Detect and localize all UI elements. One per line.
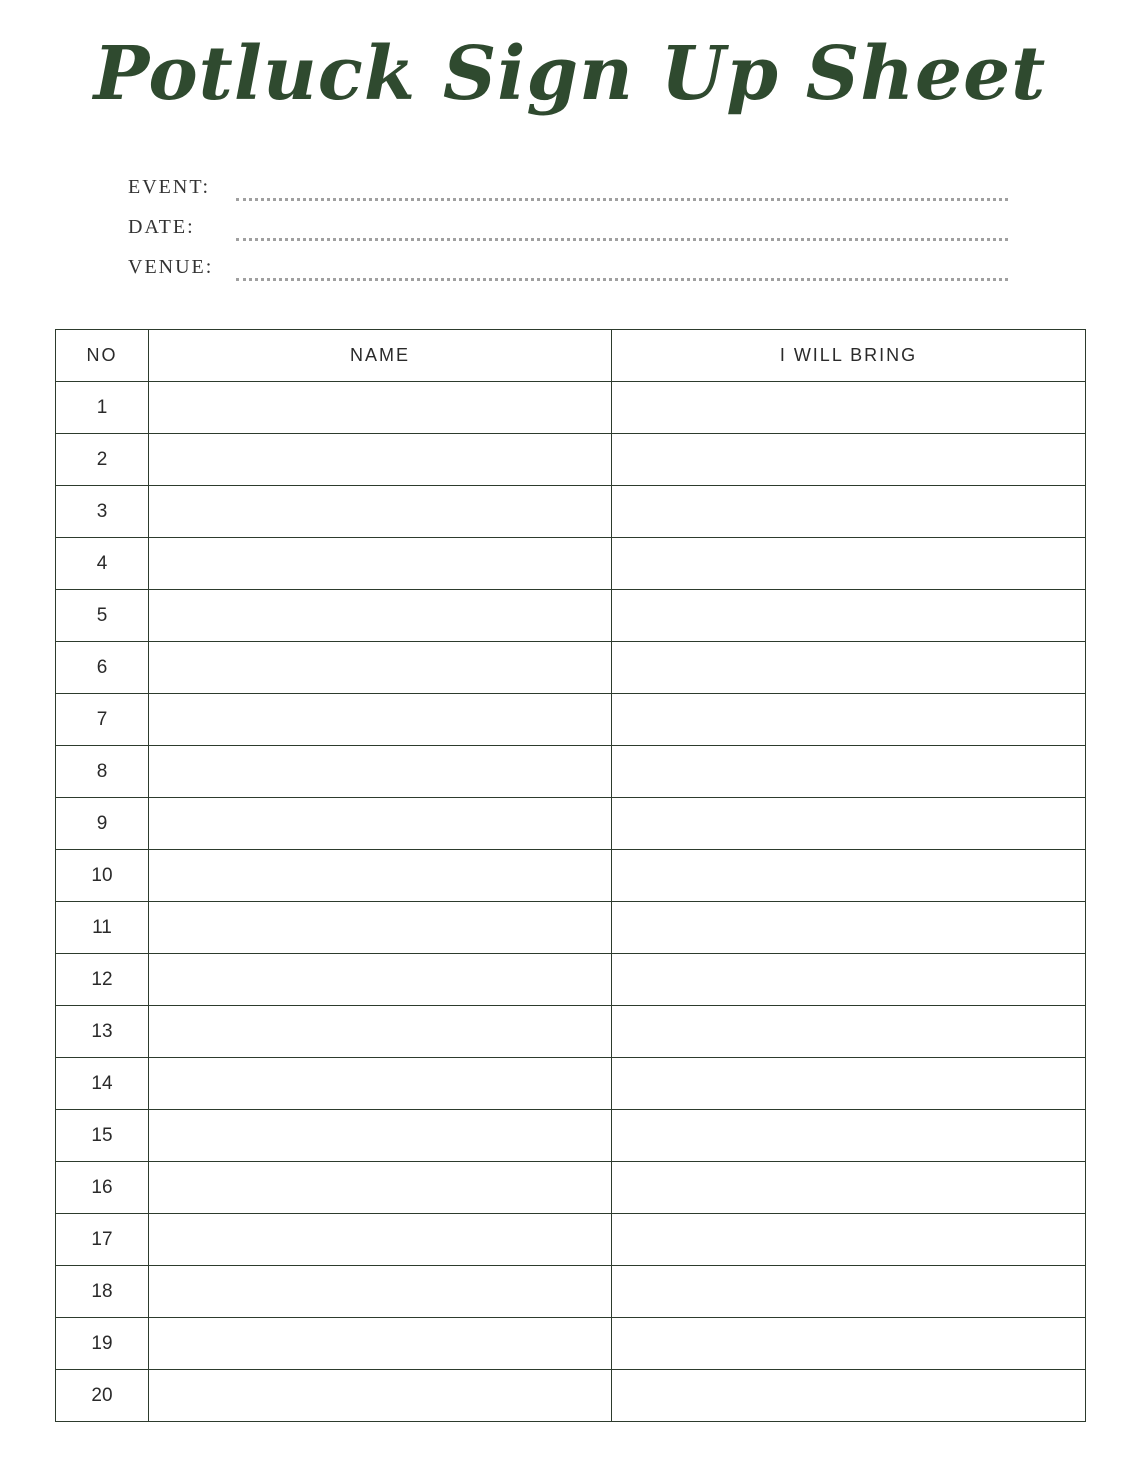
name-cell[interactable] bbox=[149, 1370, 612, 1422]
name-cell[interactable] bbox=[149, 642, 612, 694]
bring-cell[interactable] bbox=[612, 1058, 1086, 1110]
table-row bbox=[56, 694, 1086, 746]
signup-table bbox=[55, 329, 1086, 1422]
name-cell[interactable] bbox=[149, 1162, 612, 1214]
row-number: 16 bbox=[56, 1162, 149, 1214]
header-no: NO bbox=[56, 330, 149, 382]
name-cell[interactable] bbox=[149, 902, 612, 954]
row-number: 7 bbox=[56, 694, 149, 746]
bring-cell[interactable] bbox=[612, 1162, 1086, 1214]
row-number: 10 bbox=[56, 850, 149, 902]
table-body bbox=[56, 382, 1086, 1422]
name-cell[interactable] bbox=[149, 538, 612, 590]
name-cell[interactable] bbox=[149, 590, 612, 642]
row-number: 13 bbox=[56, 1006, 149, 1058]
table-row bbox=[56, 798, 1086, 850]
name-cell[interactable] bbox=[149, 1110, 612, 1162]
table-row bbox=[56, 954, 1086, 1006]
bring-cell[interactable] bbox=[612, 434, 1086, 486]
row-number: 5 bbox=[56, 590, 149, 642]
bring-cell[interactable] bbox=[612, 486, 1086, 538]
table-row bbox=[56, 1006, 1086, 1058]
row-number: 2 bbox=[56, 434, 149, 486]
bring-cell[interactable] bbox=[612, 1266, 1086, 1318]
row-number: 17 bbox=[56, 1214, 149, 1266]
row-number: 20 bbox=[56, 1370, 149, 1422]
page-title: Potluck Sign Up Sheet bbox=[93, 31, 1047, 117]
row-number: 12 bbox=[56, 954, 149, 1006]
bring-cell[interactable] bbox=[612, 694, 1086, 746]
row-number: 18 bbox=[56, 1266, 149, 1318]
bring-cell[interactable] bbox=[612, 954, 1086, 1006]
table-row bbox=[56, 1058, 1086, 1110]
name-cell[interactable] bbox=[149, 1214, 612, 1266]
table-row bbox=[56, 1370, 1086, 1422]
table-row bbox=[56, 538, 1086, 590]
bring-cell[interactable] bbox=[612, 1318, 1086, 1370]
name-cell[interactable] bbox=[149, 850, 612, 902]
table-row bbox=[56, 590, 1086, 642]
table-row bbox=[56, 1162, 1086, 1214]
header-bring: I WILL BRING bbox=[612, 330, 1086, 382]
table-row bbox=[56, 642, 1086, 694]
table-row bbox=[56, 1266, 1086, 1318]
row-number: 11 bbox=[56, 902, 149, 954]
bring-cell[interactable] bbox=[612, 642, 1086, 694]
name-cell[interactable] bbox=[149, 954, 612, 1006]
venue-field-row bbox=[128, 256, 1008, 296]
row-number: 19 bbox=[56, 1318, 149, 1370]
row-number: 1 bbox=[56, 382, 149, 434]
row-number: 4 bbox=[56, 538, 149, 590]
table-row bbox=[56, 1318, 1086, 1370]
event-label: EVENT: bbox=[128, 176, 211, 198]
bring-cell[interactable] bbox=[612, 590, 1086, 642]
table-row bbox=[56, 434, 1086, 486]
bring-cell[interactable] bbox=[612, 746, 1086, 798]
row-number: 15 bbox=[56, 1110, 149, 1162]
table-row bbox=[56, 486, 1086, 538]
name-cell[interactable] bbox=[149, 434, 612, 486]
table-row bbox=[56, 746, 1086, 798]
bring-cell[interactable] bbox=[612, 1006, 1086, 1058]
bring-cell[interactable] bbox=[612, 1214, 1086, 1266]
name-cell[interactable] bbox=[149, 798, 612, 850]
row-number: 6 bbox=[56, 642, 149, 694]
event-details bbox=[128, 176, 1008, 296]
date-field[interactable] bbox=[236, 238, 1008, 241]
event-field-row bbox=[128, 176, 1008, 216]
row-number: 8 bbox=[56, 746, 149, 798]
table-header-row bbox=[56, 330, 1086, 382]
name-cell[interactable] bbox=[149, 1318, 612, 1370]
name-cell[interactable] bbox=[149, 382, 612, 434]
row-number: 9 bbox=[56, 798, 149, 850]
date-label: DATE: bbox=[128, 216, 195, 238]
name-cell[interactable] bbox=[149, 1006, 612, 1058]
table-row bbox=[56, 1214, 1086, 1266]
bring-cell[interactable] bbox=[612, 382, 1086, 434]
table-row bbox=[56, 850, 1086, 902]
bring-cell[interactable] bbox=[612, 850, 1086, 902]
event-field[interactable] bbox=[236, 198, 1008, 201]
table-row bbox=[56, 1110, 1086, 1162]
venue-field[interactable] bbox=[236, 278, 1008, 281]
name-cell[interactable] bbox=[149, 746, 612, 798]
bring-cell[interactable] bbox=[612, 1370, 1086, 1422]
header-name: NAME bbox=[149, 330, 612, 382]
table-row bbox=[56, 902, 1086, 954]
name-cell[interactable] bbox=[149, 694, 612, 746]
bring-cell[interactable] bbox=[612, 1110, 1086, 1162]
date-field-row bbox=[128, 216, 1008, 256]
venue-label: VENUE: bbox=[128, 256, 214, 278]
bring-cell[interactable] bbox=[612, 538, 1086, 590]
name-cell[interactable] bbox=[149, 486, 612, 538]
table-row bbox=[56, 382, 1086, 434]
name-cell[interactable] bbox=[149, 1058, 612, 1110]
name-cell[interactable] bbox=[149, 1266, 612, 1318]
bring-cell[interactable] bbox=[612, 798, 1086, 850]
row-number: 3 bbox=[56, 486, 149, 538]
bring-cell[interactable] bbox=[612, 902, 1086, 954]
row-number: 14 bbox=[56, 1058, 149, 1110]
